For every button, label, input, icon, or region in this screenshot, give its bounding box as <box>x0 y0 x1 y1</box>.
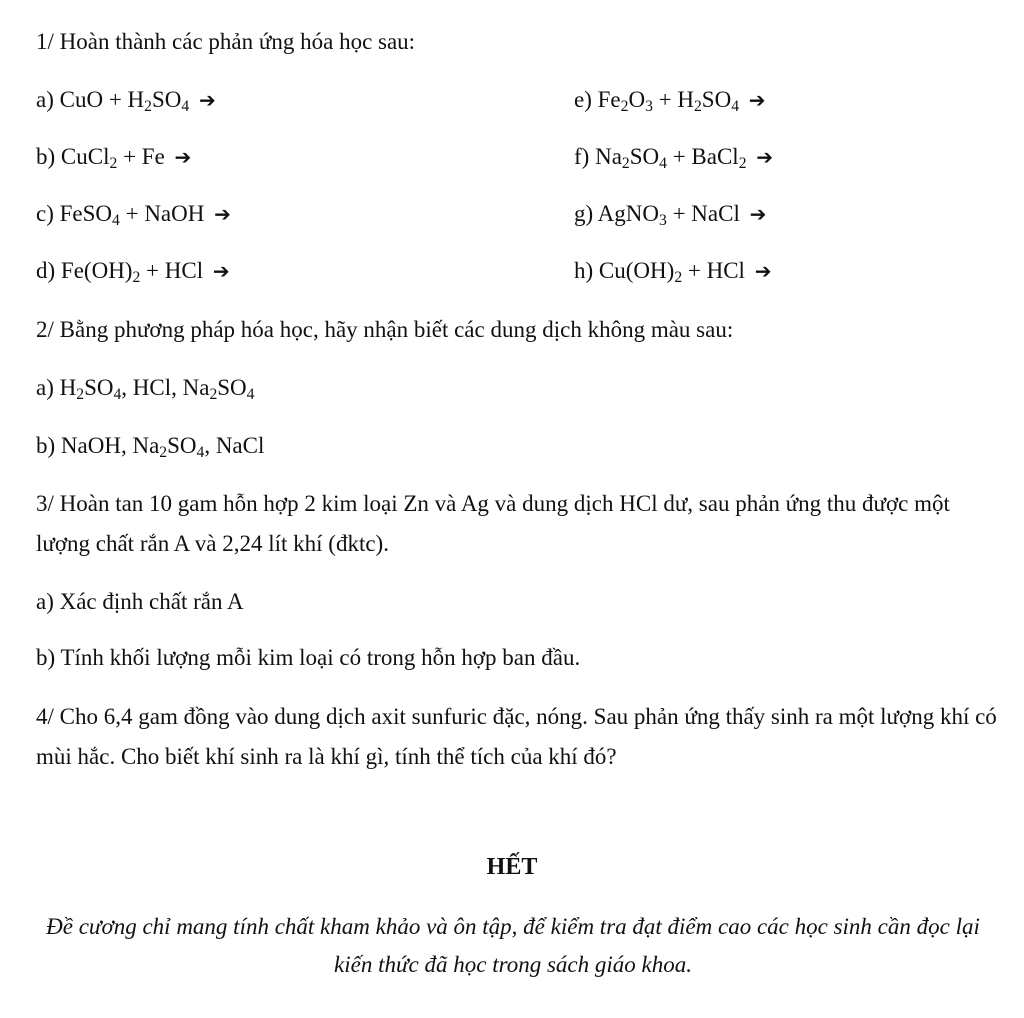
reaction-formula: CuCl$_2$ + Fe <box>60 144 171 172</box>
reaction-formula: FeSO$_4$ + NaOH <box>59 201 205 229</box>
reaction-e <box>574 86 766 114</box>
question-3-part-a: a) Xác định chất rắn A <box>36 589 244 614</box>
reaction-formula: $Fe(OH)_2$ + HCl <box>60 258 204 286</box>
reaction-formula: $Na_2SO_4$ + BaCl$_2$ <box>595 144 747 172</box>
reaction-formula: CuO + $H_2SO_4$ <box>59 87 190 115</box>
reaction-g <box>574 200 766 228</box>
reaction-label: c) <box>36 201 54 226</box>
reaction-label: h) <box>574 258 594 283</box>
question-2-item-a <box>36 374 254 402</box>
reaction-b <box>36 143 191 171</box>
arrow-icon: ➔ <box>749 202 767 226</box>
reaction-f <box>574 143 773 171</box>
arrow-icon: ➔ <box>212 259 230 283</box>
reaction-label: b) <box>36 144 56 169</box>
reaction-c <box>36 200 231 228</box>
arrow-icon: ➔ <box>198 88 216 112</box>
reaction-formula: AgNO$_3$ + NaCl <box>597 201 740 229</box>
reaction-formula: $Cu(OH)_2$ + HCl <box>598 258 745 286</box>
arrow-icon: ➔ <box>174 145 192 169</box>
question-2-title: 2/ Bằng phương pháp hóa học, hãy nhận biết các dung dịch không màu sau: <box>36 317 734 342</box>
arrow-icon: ➔ <box>754 259 772 283</box>
reaction-a <box>36 86 216 114</box>
arrow-icon: ➔ <box>214 202 231 226</box>
arrow-icon: ➔ <box>756 145 774 169</box>
end-note: Đề cương chỉ mang tính chất kham khảo và ôn tập, để kiểm tra đạt điểm cao các học sinh cần đọc lại kiến thức đã học trong sách giáo khoa. <box>46 914 980 977</box>
reaction-label: e) <box>574 87 592 112</box>
reaction-label: a) <box>36 87 54 112</box>
question-3-text: 3/ Hoàn tan 10 gam hỗn hợp 2 kim loại Zn và Ag và dung dịch HCl dư, sau phản ứng thu được một lượng chất rắn A và 2,24 lít khí (đktc). <box>36 491 950 556</box>
item-formula: $H_2SO_4$, HCl, $Na_2SO_4$ <box>59 375 255 403</box>
item-formula: NaOH, $Na_2SO_4$, NaCl <box>60 433 265 461</box>
question-4-text: 4/ Cho 6,4 gam đồng vào dung dịch axit sunfuric đặc, nóng. Sau phản ứng thấy sinh ra một lượng khí có mùi hắc. Cho biết khí sinh ra là khí gì, tính thể tích của khí đó? <box>36 704 997 769</box>
question-1-title: 1/ Hoàn thành các phản ứng hóa học sau: <box>36 29 416 54</box>
item-label: a) <box>36 375 54 400</box>
reaction-label: f) <box>574 144 590 169</box>
reaction-label: d) <box>36 258 56 283</box>
reaction-formula: $Fe_2O_3 + H_2SO_4$ <box>597 87 739 115</box>
question-3-part-b: b) Tính khối lượng mỗi kim loại có trong hỗn hợp ban đầu. <box>36 645 581 670</box>
reaction-label: g) <box>574 201 594 226</box>
item-label: b) <box>36 433 56 458</box>
reaction-d <box>36 257 230 285</box>
reaction-h <box>574 257 771 285</box>
end-title: HẾT <box>486 854 538 880</box>
arrow-icon: ➔ <box>748 88 766 112</box>
question-2-item-b <box>36 432 264 460</box>
